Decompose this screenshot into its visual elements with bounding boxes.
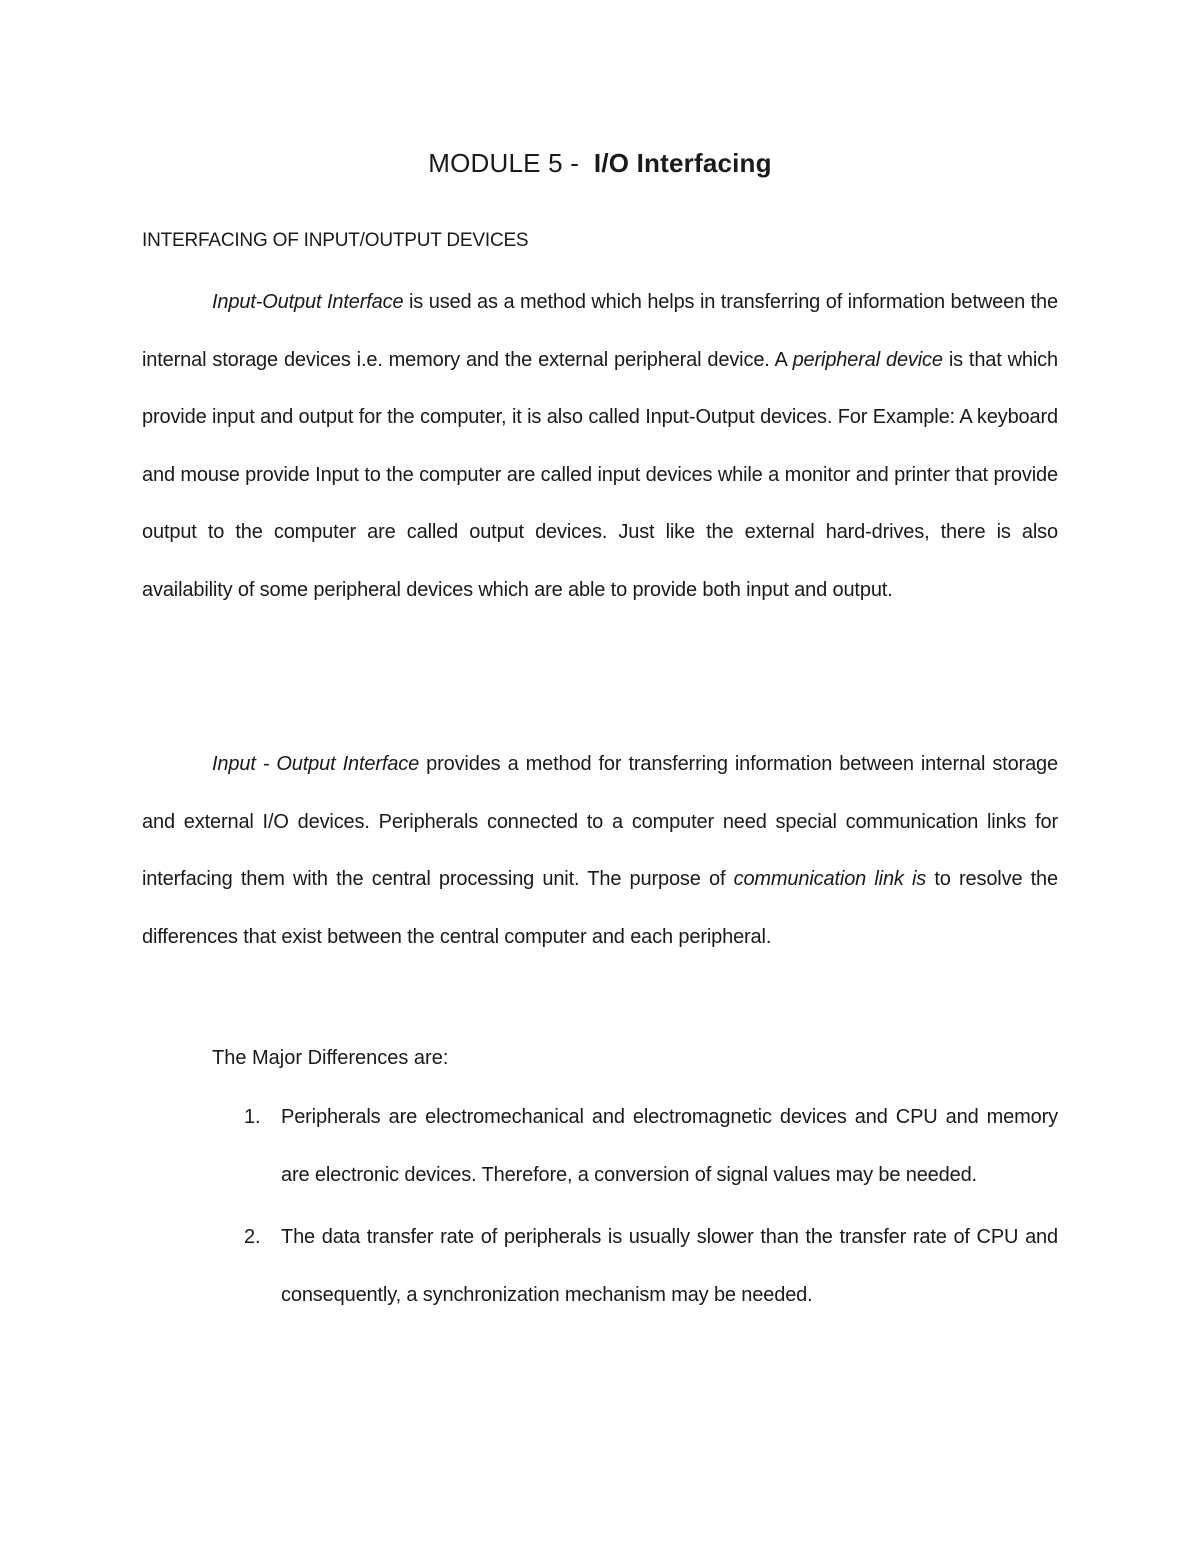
term-input-output-interface: Input-Output Interface [212,291,404,313]
list-item [212,1208,1058,1324]
paragraph-communication-link [142,736,1058,966]
paragraph-text: is that which provide input and output for the computer, it is also called Input-Output devices. For Example: A keyboard and mouse provide Input to the computer are called input devices while a monitor and printer that provide output to the computer are called output devices. Just like the external hard-drives, there is also availability of some peripheral devices which are able to provide both input and output. [142,348,1059,601]
list-item-number: 1. [244,1106,261,1128]
differences-list [212,1088,1058,1328]
list-item-text: The data transfer rate of peripherals is usually slower than the transfer rate of CPU and consequently, a synchronization mechanism may be needed. [281,1226,1058,1306]
section-heading: INTERFACING OF INPUT/OUTPUT DEVICES [142,230,529,251]
term-communication-link: communication link is [733,868,927,891]
page-title-topic: I/O Interfacing [593,148,772,178]
paragraph-io-interface [142,274,1058,620]
list-item-text: Peripherals are electromechanical and electromagnetic devices and CPU and memory are electronic devices. Therefore, a conversion of signal values may be needed. [281,1106,1058,1186]
list-item [212,1088,1058,1204]
page-title [0,148,1200,179]
differences-lead: The Major Differences are: [212,1047,449,1069]
page-title-module: MODULE 5 - [428,148,580,178]
term-input-output-interface: Input - Output Interface [212,753,420,775]
term-peripheral-device: peripheral device [792,348,943,371]
paragraph-text: provides a method for transferring information between internal storage and external I/O devices. Peripherals connected to a computer need special communication links for interfacing them with the central processing unit. The purpose of [142,753,1058,891]
paragraph-text: is used as a method which helps in transferring of information between the internal storage devices i.e. memory and the external peripheral device. A [142,291,1059,371]
paragraph-text: to resolve the differences that exist between the central computer and each peripheral. [142,868,1058,948]
list-item-number: 2. [244,1226,261,1248]
